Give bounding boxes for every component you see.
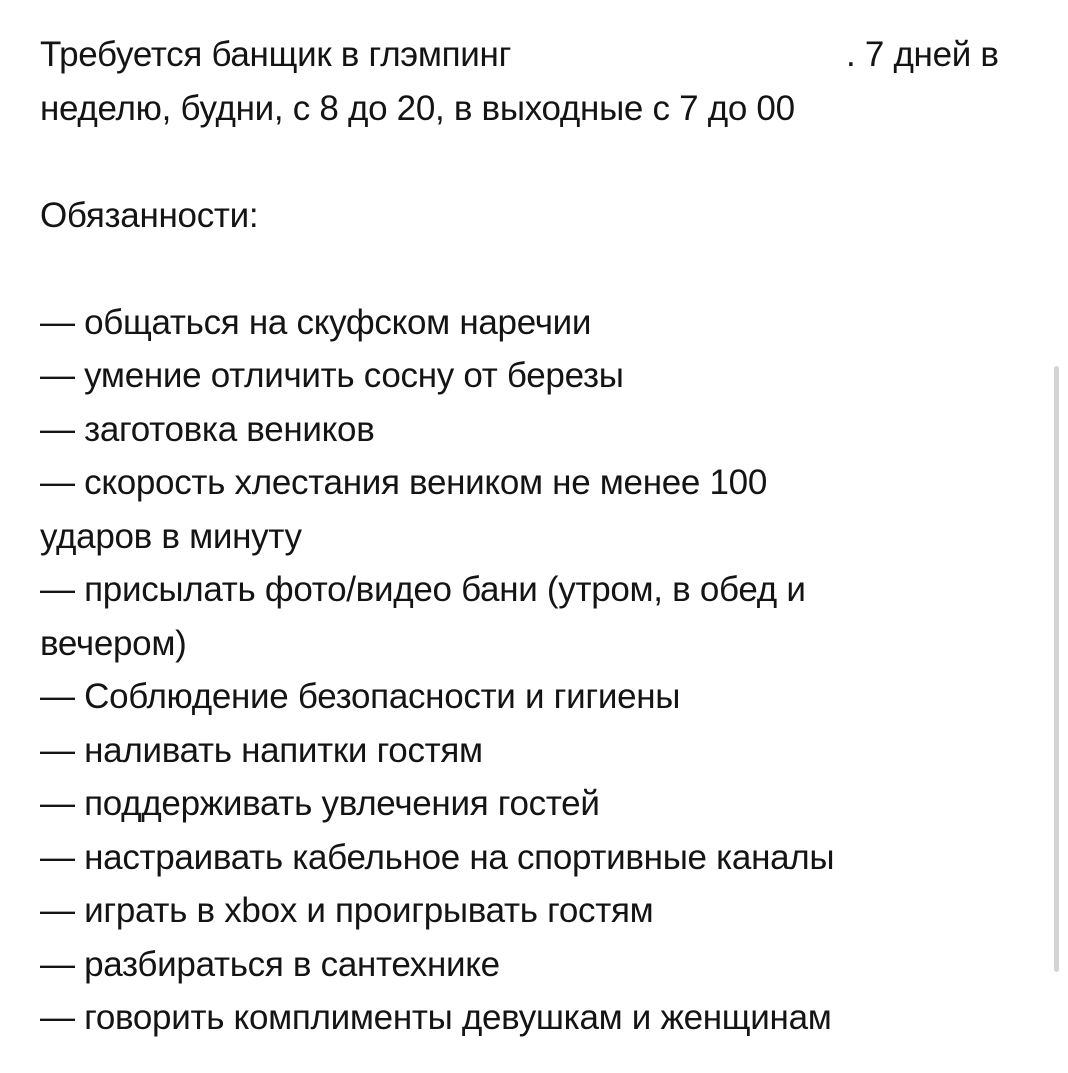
duties-heading: Обязанности: <box>40 195 259 235</box>
duty-line: — говорить комплименты девушкам и женщинам <box>40 998 832 1037</box>
duty-line: — заготовка веников <box>40 409 375 449</box>
intro-line-2: неделю, будни, с 8 до 20, в выходные с 7 до 00 <box>40 88 795 128</box>
duty-line: вечером) <box>40 623 187 663</box>
vertical-scrollbar[interactable] <box>1054 366 1059 972</box>
duty-line: — поддерживать увлечения гостей <box>40 784 600 823</box>
blank-line <box>40 135 1030 189</box>
duty-line: — наливать напитки гостям <box>40 730 483 770</box>
post-text <box>40 28 1030 1045</box>
duty-line: — скорость хлестания веником не менее 100 <box>40 463 767 502</box>
duty-line: — общаться на скуфском наречии <box>40 302 592 342</box>
duty-line: — настраивать кабельное на спортивные каналы <box>40 837 835 877</box>
blank-line <box>40 242 1030 296</box>
intro-line-1-end: . 7 дней в <box>846 35 999 74</box>
duty-line: — играть в xbox и проигрывать гостям <box>40 891 654 930</box>
intro-line-1 <box>40 28 1030 82</box>
duty-line: — присылать фото/видео бани (утром, в обед и <box>40 570 806 609</box>
duty-line: — разбираться в сантехнике <box>40 944 500 984</box>
duty-line: — Соблюдение безопасности и гигиены <box>40 677 681 716</box>
intro-line-1-start: Требуется банщик в глэмпинг <box>40 35 512 74</box>
duty-line: — умение отличить сосну от березы <box>40 356 624 395</box>
duty-line: ударов в минуту <box>40 516 302 556</box>
